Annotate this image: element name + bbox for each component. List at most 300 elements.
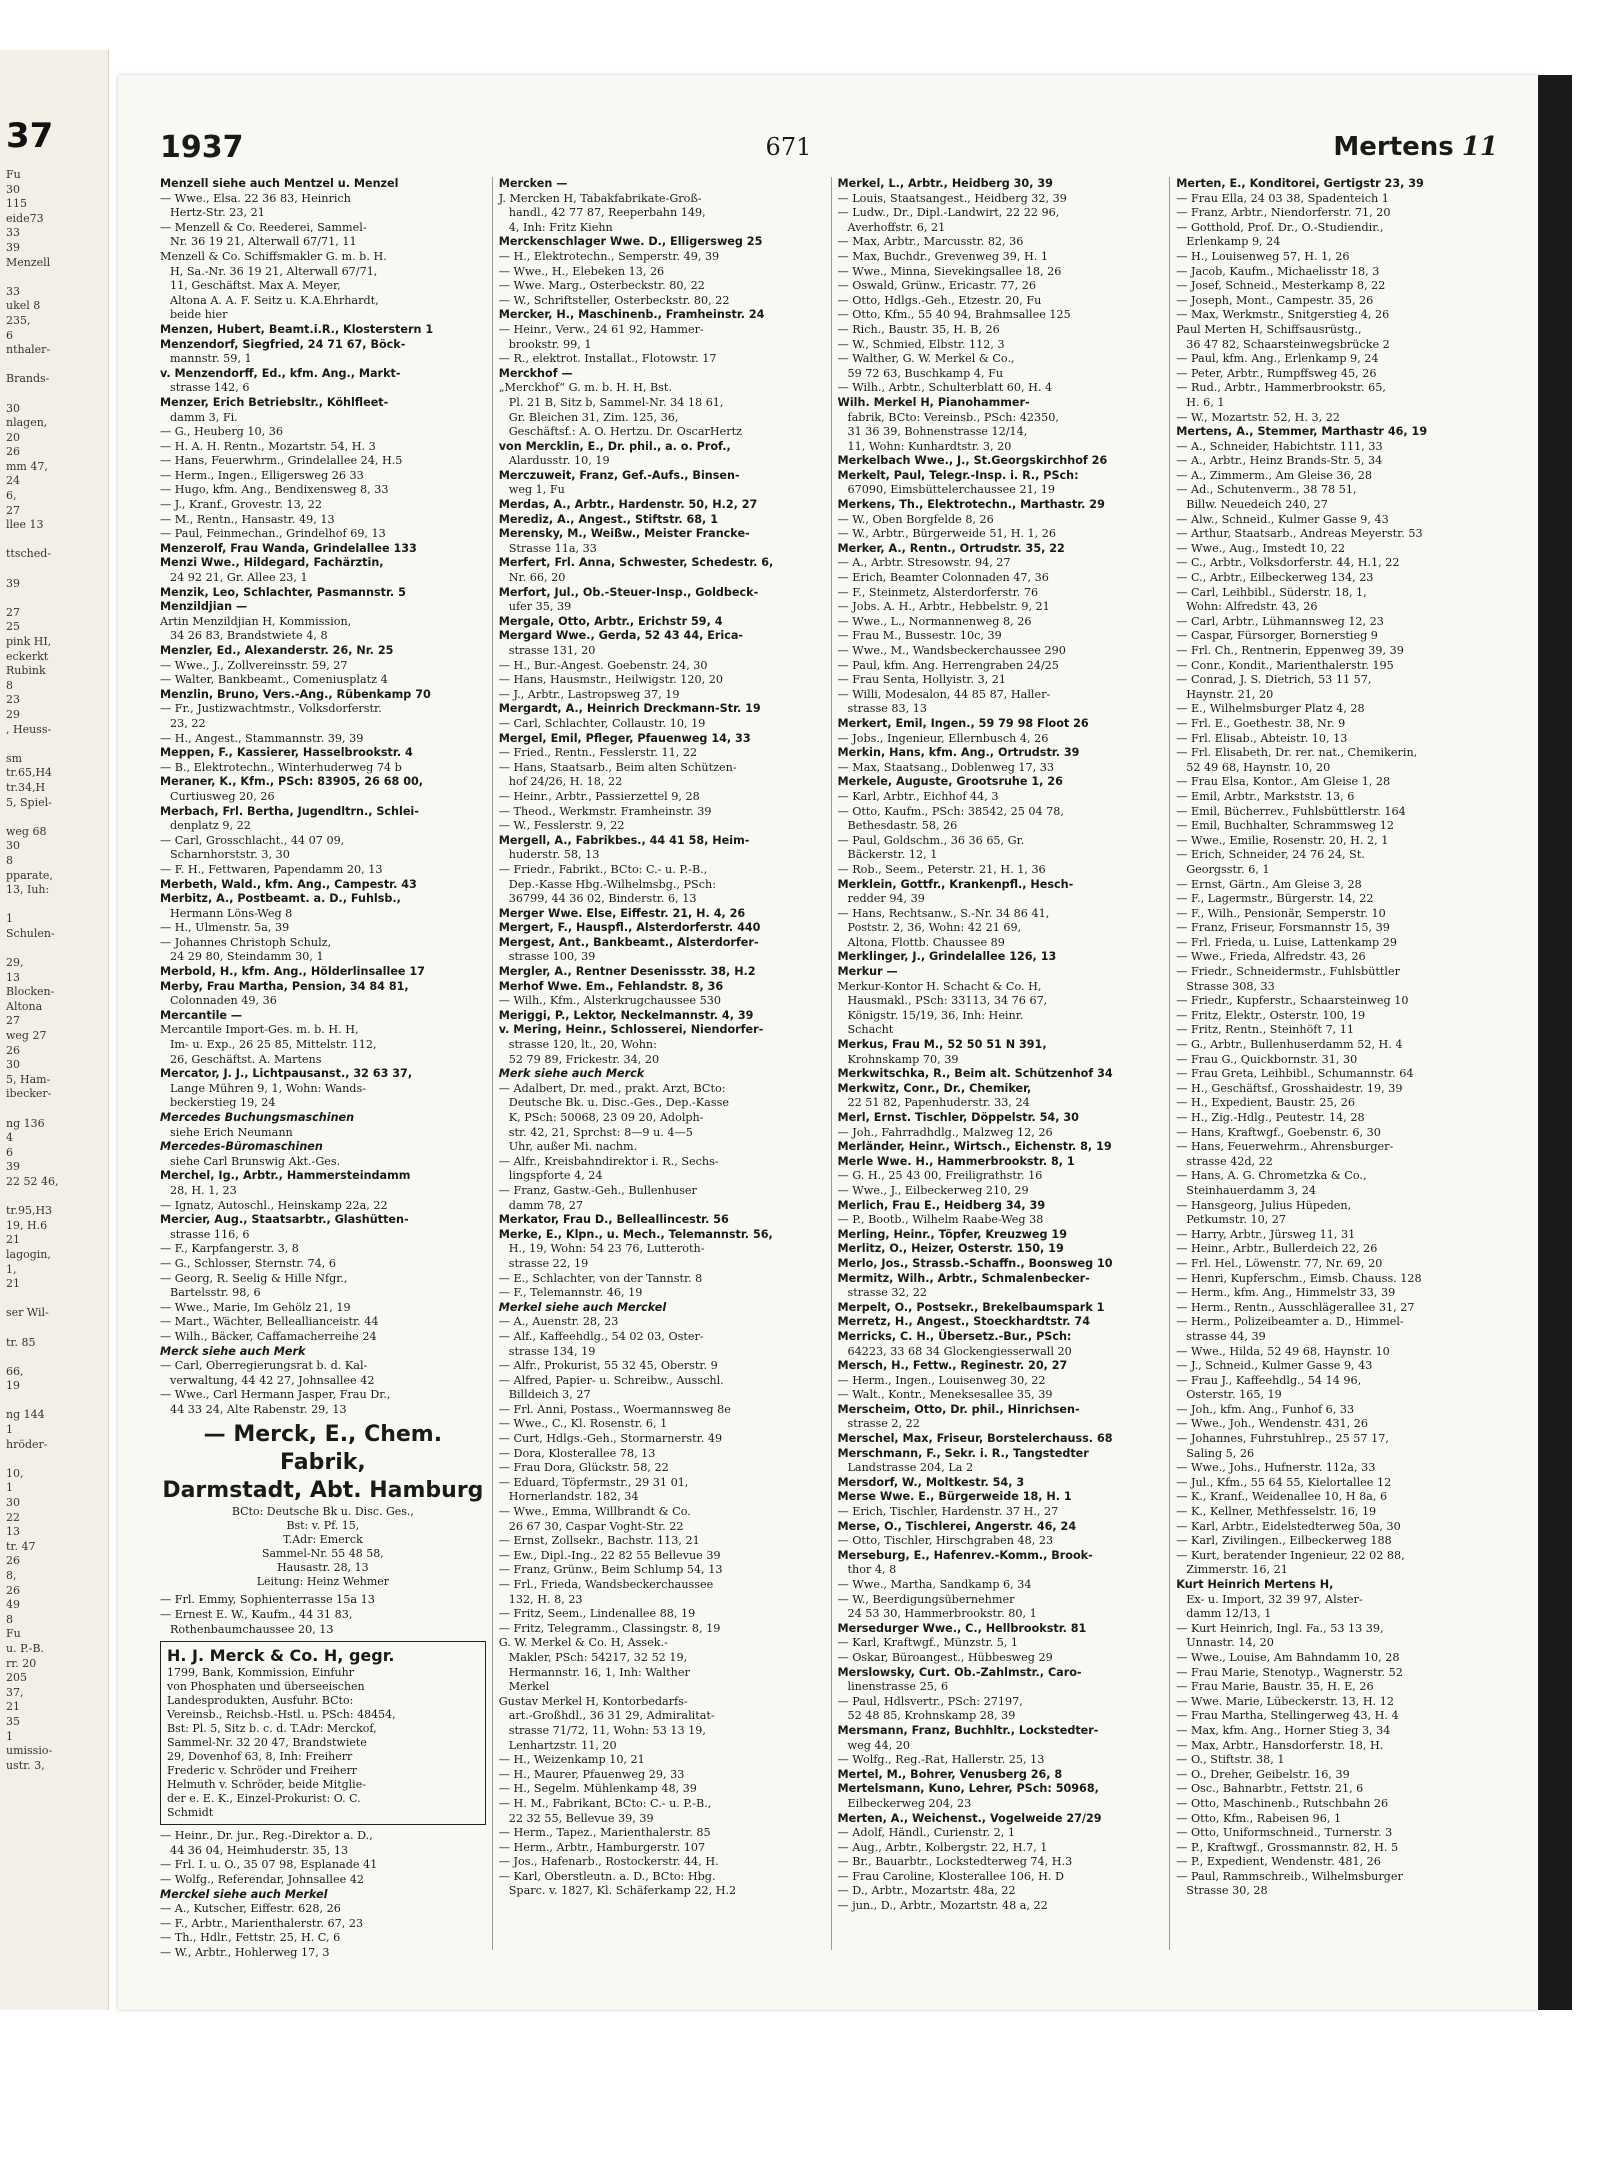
entry-continuation: Lenhartzstr. 11, 20 — [508, 1738, 617, 1752]
left-fragment-line — [6, 562, 108, 577]
directory-entry: — Frl. Elisabeth, Dr. rer. nat., Chemikerin, — [1176, 746, 1418, 760]
directory-entry: — O., Stiftstr. 38, 1 — [1176, 1753, 1285, 1767]
entry-continuation: strasse 134, 19 — [508, 1344, 596, 1358]
directory-entry: — Otto, Uniformschneid., Turnerstr. 3 — [1176, 1826, 1393, 1840]
left-fragment-line: 21 — [6, 1233, 20, 1247]
directory-entry: — Carl, Oberregierungsrat b. d. Kal- — [160, 1359, 368, 1373]
directory-entry: Merling, Heinr., Töpfer, Kreuzweg 19 — [837, 1227, 1067, 1241]
left-fragment-line: ibecker- — [6, 1087, 52, 1101]
directory-entry: — Hans, Feuerwehrm., Ahrensburger- — [1176, 1140, 1394, 1154]
left-fragment-line: tr. 85 — [6, 1335, 36, 1349]
column-3 — [831, 177, 1170, 1950]
directory-entry: — Kurt Heinrich, Ingl. Fa., 53 13 39, — [1176, 1621, 1384, 1635]
directory-entry: — Carl, Arbtr., Lühmannsweg 12, 23 — [1176, 614, 1384, 628]
directory-entry: — Ad., Schutenverm., 38 78 51, — [1176, 483, 1357, 497]
left-fragment-line: tr.34,H — [6, 780, 46, 794]
running-head — [1333, 132, 1498, 162]
directory-entry: — K., Kranf., Weidenallee 10, H 8a, 6 — [1176, 1490, 1388, 1504]
boxed-listing — [160, 1641, 486, 1825]
left-fragment-line: 49 — [6, 1598, 20, 1612]
directory-entry: v. Mering, Heinr., Schlosserei, Niendorfer- — [498, 1023, 764, 1037]
directory-entry: Merkin, Hans, kfm. Ang., Ortrudstr. 39 — [837, 746, 1080, 760]
left-fragment-line: 29, — [6, 956, 24, 970]
directory-entry: Merkur-Kontor H. Schacht & Co. H, — [837, 979, 1042, 993]
directory-entry: — Herm., Arbtr., Hamburgerstr. 107 — [498, 1840, 706, 1854]
left-fragment-line: ser Wil- — [6, 1306, 49, 1320]
entry-continuation: 44 36 04, Heimhuderstr. 35, 13 — [170, 1843, 349, 1857]
directory-entry: Meriggi, P., Lektor, Neckelmannstr. 4, 39 — [498, 1008, 754, 1022]
left-page-fragment — [0, 50, 109, 2010]
left-page-fragments — [0, 156, 108, 1773]
directory-entry: — Wwe., L., Normannenweg 8, 26 — [837, 614, 1032, 628]
directory-entry: Merschel, Max, Friseur, Borstelerchauss. 68 — [837, 1432, 1113, 1446]
page-header — [160, 127, 1498, 167]
directory-entry: Merkert, Emil, Ingen., 59 79 98 Floot 26 — [837, 716, 1089, 730]
directory-entry: — Georg, R. Seelig & Hille Nfgr., — [160, 1271, 348, 1285]
directory-entry: Merczuweit, Franz, Gef.-Aufs., Binsen- — [498, 468, 740, 482]
directory-entry: — Osc., Bahnarbtr., Fettstr. 21, 6 — [1176, 1782, 1364, 1796]
left-fragment-line: lagogin, — [6, 1247, 51, 1261]
directory-entry: — Fr., Justizwachtmstr., Volksdorferstr. — [160, 702, 382, 716]
directory-entry: Artin Menzildjian H, Kommission, — [160, 614, 352, 628]
entry-continuation: Dep.-Kasse Hbg.-Wilhelmsbg., PSch: — [508, 877, 716, 891]
directory-entry: — Wwe., Marie, Im Gehölz 21, 19 — [160, 1300, 351, 1314]
directory-entry: Menzen, Hubert, Beamt.i.R., Klosterstern 1 — [160, 322, 434, 336]
left-fragment-line — [6, 387, 108, 402]
directory-entry: — Frau Elsa, Kontor., Am Gleise 1, 28 — [1176, 775, 1391, 789]
directory-entry: Merckenschlager Wwe. D., Elligersweg 25 — [498, 235, 763, 249]
directory-entry: — Wilh., Kfm., Alsterkrugchaussee 530 — [498, 994, 721, 1008]
directory-entry: „Merckhof“ G. m. b. H. H, Bst. — [498, 381, 672, 395]
directory-entry: Mergale, Otto, Arbtr., Erichstr 59, 4 — [498, 614, 723, 628]
directory-entry: Merten, A., Weichenst., Vogelweide 27/29 — [837, 1811, 1102, 1825]
directory-entry: — B., Elektrotechn., Winterhuderweg 74 b — [160, 760, 402, 774]
directory-entry: Merkel siehe auch Merckel — [498, 1300, 667, 1314]
directory-entry: Merkelt, Paul, Telegr.-Insp. i. R., PSch: — [837, 468, 1079, 482]
left-fragment-line: 1 — [6, 1729, 13, 1743]
directory-entry: — Jobs. A. H., Arbtr., Hebbelstr. 9, 21 — [837, 600, 1050, 614]
entry-continuation: Colonnaden 49, 36 — [170, 994, 277, 1008]
directory-entry: — Hugo, kfm. Ang., Bendixensweg 8, 33 — [160, 483, 389, 497]
directory-entry: — Theod., Werkmstr. Framheinstr. 39 — [498, 804, 712, 818]
boxed-listing-detail: Schmidt — [167, 1806, 214, 1820]
entry-continuation: 34 26 83, Brandstwiete 4, 8 — [170, 629, 328, 643]
entry-continuation: brookstr. 99, 1 — [508, 337, 592, 351]
directory-entry: — H., Bur.-Angest. Goebenstr. 24, 30 — [498, 658, 708, 672]
entry-continuation: Königstr. 15/19, 36, Inh: Heinr. — [847, 1008, 1024, 1022]
directory-entry: — Adolf, Händl., Curienstr. 2, 1 — [837, 1826, 1016, 1840]
boxed-listing-title: H. J. Merck & Co. H, gegr. — [167, 1646, 395, 1666]
left-fragment-line: hröder- — [6, 1437, 48, 1451]
entry-continuation: Billdeich 3, 27 — [508, 1388, 591, 1402]
directory-entry: — Wwe., Minna, Sievekingsallee 18, 26 — [837, 264, 1062, 278]
directory-entry: Merckhof — — [498, 366, 573, 380]
directory-entry: Mergard Wwe., Gerda, 52 43 44, Erica- — [498, 629, 744, 643]
directory-entry: — J., Schneid., Kulmer Gasse 9, 43 — [1176, 1359, 1373, 1373]
entry-continuation: strasse 71/72, 11, Wohn: 53 13 19, — [508, 1723, 706, 1737]
entry-continuation: Alardusstr. 10, 19 — [508, 454, 610, 468]
directory-entry: — Wwe., H., Elebeken 13, 26 — [498, 264, 665, 278]
running-head-name: Mertens — [1333, 132, 1454, 162]
entry-continuation: handl., 42 77 87, Reeperbahn 149, — [508, 206, 706, 220]
directory-entry: — Wwe., Hilda, 52 49 68, Haynstr. 10 — [1176, 1344, 1390, 1358]
entry-continuation: strasse 116, 6 — [170, 1227, 250, 1241]
left-fragment-line — [6, 358, 108, 373]
directory-entry: Merten, E., Konditorei, Gertigstr 23, 39 — [1176, 177, 1424, 190]
directory-entry: — Walt., Kontr., Meneksesallee 35, 39 — [837, 1388, 1053, 1402]
directory-entry: — Carl, Schlachter, Collaustr. 10, 19 — [498, 716, 706, 730]
directory-entry: Merkele, Auguste, Grootsruhe 1, 26 — [837, 775, 1063, 789]
directory-entry: — Friedr., Schneidermstr., Fuhlsbüttler — [1176, 965, 1400, 979]
directory-entry: Merl, Ernst. Tischler, Döppelstr. 54, 30 — [837, 1111, 1079, 1124]
directory-entry: Menzer, Erich Betriebsltr., Köhlfleet- — [160, 395, 389, 409]
left-fragment-line: weg 27 — [6, 1029, 47, 1043]
left-fragment-line: 24 — [6, 474, 20, 488]
entry-continuation: 28, H. 1, 23 — [170, 1183, 237, 1197]
directory-entry: — Otto, Kfm., Rabeisen 96, 1 — [1176, 1811, 1342, 1825]
entry-continuation: denplatz 9, 22 — [170, 819, 251, 833]
directory-entry: — Frau Ella, 24 03 38, Spadenteich 1 — [1176, 191, 1389, 205]
running-head-index: 11 — [1461, 132, 1498, 162]
directory-entry: — A., Auenstr. 28, 23 — [498, 1315, 619, 1329]
display-listing — [160, 1421, 486, 1589]
directory-entry: — W., Mozartstr. 52, H. 3, 22 — [1176, 410, 1340, 424]
directory-entry: — Hans, Hausmstr., Heilwigstr. 120, 20 — [498, 673, 723, 687]
directory-entry: — jun., D., Arbtr., Mozartstr. 48 a, 22 — [837, 1899, 1048, 1913]
directory-entry: — H., Angest., Stammannstr. 39, 39 — [160, 731, 364, 745]
left-fragment-line: 30 — [6, 1058, 20, 1072]
directory-entry: — Peter, Arbtr., Rumpffsweg 45, 26 — [1176, 366, 1377, 380]
left-fragment-line: 1 — [6, 912, 13, 926]
left-fragment-line: Fu — [6, 1627, 21, 1641]
directory-entry: Merckel siehe auch Merkel — [160, 1887, 328, 1901]
entry-continuation: linenstrasse 25, 6 — [847, 1680, 949, 1694]
directory-entry: — Emil, Arbtr., Markststr. 13, 6 — [1176, 789, 1355, 803]
directory-entry: — W., Schriftsteller, Osterbeckstr. 80, 22 — [498, 293, 730, 307]
left-fragment-line: pparate, — [6, 868, 53, 882]
entry-continuation: Im- u. Exp., 26 25 85, Mittelstr. 112, — [170, 1038, 377, 1052]
entry-continuation: Bartelsstr. 98, 6 — [170, 1286, 261, 1300]
directory-entry: — Johannes Christoph Schulz, — [160, 935, 332, 949]
left-fragment-line: 5, Spiel- — [6, 795, 52, 809]
entry-continuation: siehe Erich Neumann — [170, 1125, 293, 1139]
left-fragment-line: Menzell — [6, 255, 51, 269]
directory-entry: — Henri, Kupferschm., Eimsb. Chauss. 128 — [1176, 1271, 1422, 1285]
directory-entry: Mergel, Emil, Pfleger, Pfauenweg 14, 33 — [498, 731, 751, 745]
directory-entry: — Conr., Kondit., Marienthalerstr. 195 — [1176, 658, 1394, 672]
directory-entry: — Alw., Schneid., Kulmer Gasse 9, 43 — [1176, 512, 1389, 526]
directory-entry: — P., Bootb., Wilhelm Raabe-Weg 38 — [837, 1213, 1044, 1227]
directory-entry: — Ignatz, Autoschl., Heinskamp 22a, 22 — [160, 1198, 388, 1212]
directory-entry: — Hans, Staatsarb., Beim alten Schützen- — [498, 760, 737, 774]
entry-continuation: Eilbeckerweg 204, 23 — [847, 1796, 972, 1810]
directory-entry: Gustav Merkel H, Kontorbedarfs- — [498, 1694, 688, 1708]
left-fragment-line: 19, H.6 — [6, 1218, 48, 1232]
left-fragment-line: 27 — [6, 1014, 20, 1028]
directory-entry: — Hans, Feuerwhrm., Grindelallee 24, H.5 — [160, 454, 403, 468]
directory-entry: — Heinr., Arbtr., Passierzettel 9, 28 — [498, 789, 700, 803]
directory-page — [118, 75, 1538, 2010]
directory-entry: — Wwe., Johs., Hufnerstr. 112a, 33 — [1176, 1461, 1376, 1475]
boxed-listing-detail: von Phosphaten und überseeischen — [167, 1680, 365, 1694]
entry-continuation: Landstrasse 204, La 2 — [847, 1461, 974, 1475]
directory-entry: — Kurt, beratender Ingenieur, 22 02 88, — [1176, 1548, 1405, 1562]
directory-entry: — A., Schneider, Habichtstr. 111, 33 — [1176, 439, 1383, 453]
directory-entry: — Alf., Kaffeehdlg., 54 02 03, Oster- — [498, 1329, 704, 1343]
directory-entry: — Johannes, Fuhrstuhlrep., 25 57 17, — [1176, 1432, 1389, 1446]
entry-continuation: ufer 35, 39 — [508, 600, 572, 614]
boxed-listing-detail: Frederic v. Schröder und Freiherr — [167, 1764, 357, 1778]
left-fragment-line: 66, — [6, 1364, 24, 1378]
directory-entry: — Alfr., Kreisbahndirektor i. R., Sechs- — [498, 1154, 719, 1168]
directory-entry: — G., Heuberg 10, 36 — [160, 425, 283, 439]
entry-continuation: Altona A. A. F. Seitz u. K.A.Ehrhardt, — [170, 293, 379, 307]
directory-entry: v. Menzendorff, Ed., kfm. Ang., Markt- — [160, 366, 401, 380]
directory-entry: — Franz, Gastw.-Geh., Bullenhuser — [498, 1183, 697, 1197]
entry-continuation: Strasse 11a, 33 — [508, 541, 597, 555]
entry-continuation: 11, Geschäftst. Max A. Meyer, — [170, 279, 341, 293]
directory-entry: — Wilh., Bäcker, Caffamacherreihe 24 — [160, 1329, 377, 1343]
directory-entry: — Friedr., Kupferstr., Schaarsteinweg 10 — [1176, 994, 1409, 1008]
display-listing-detail: Leitung: Heinz Wehmer — [256, 1575, 390, 1589]
directory-entry: — Otto, Maschinenb., Rutschbahn 26 — [1176, 1796, 1389, 1810]
left-fragment-line: 25 — [6, 620, 20, 634]
entry-continuation: beide hier — [170, 308, 228, 322]
directory-entry: — Emil, Buchhalter, Schrammsweg 12 — [1176, 819, 1394, 833]
directory-entry: — G., Schlosser, Sternstr. 74, 6 — [160, 1256, 336, 1270]
directory-entry: — P., Kraftwgf., Grossmannstr. 82, H. 5 — [1176, 1840, 1399, 1854]
directory-entry: — Erich, Beamter Colonnaden 47, 36 — [837, 571, 1049, 585]
entry-continuation: 22 32 55, Bellevue 39, 39 — [508, 1811, 654, 1825]
directory-entry: Mertelsmann, Kuno, Lehrer, PSch: 50968, — [837, 1782, 1099, 1796]
left-fragment-line: llee 13 — [6, 518, 44, 532]
entry-continuation: 59 72 63, Buschkamp 4, Fu — [847, 366, 1004, 380]
directory-entry: Merschmann, F., Sekr. i. R., Tangstedter — [837, 1446, 1089, 1460]
entry-continuation: thor 4, 8 — [847, 1563, 897, 1577]
entry-continuation: 26 67 30, Caspar Voght-Str. 22 — [508, 1519, 684, 1533]
directory-entry: — Max, kfm. Ang., Horner Stieg 3, 34 — [1176, 1723, 1391, 1737]
directory-entry: — Wwe., Martha, Sandkamp 6, 34 — [837, 1578, 1032, 1591]
directory-entry: — Ernst, Zollsekr., Bachstr. 113, 21 — [498, 1534, 700, 1548]
directory-entry: — Herm., Polizeibeamter a. D., Himmel- — [1176, 1315, 1404, 1329]
entry-continuation: Bethesdastr. 58, 26 — [847, 819, 958, 833]
directory-entry: — Emil, Bücherrev., Fuhlsbüttlerstr. 164 — [1176, 804, 1406, 818]
directory-entry: — Herm., Rentn., Ausschlägerallee 31, 27 — [1176, 1300, 1415, 1314]
display-listing-detail: Bst: v. Pf. 15, — [286, 1519, 360, 1533]
left-fragment-line: Schulen- — [6, 926, 55, 940]
directory-entry: — Frl. Frieda, u. Luise, Lattenkamp 29 — [1176, 935, 1397, 949]
entry-continuation: Georgsstr. 6, 1 — [1186, 862, 1270, 876]
directory-entry: — Frau Martha, Stellingerweg 43, H. 4 — [1176, 1709, 1399, 1723]
entry-continuation: 24 29 80, Steindamm 30, 1 — [170, 950, 324, 964]
directory-entry: — Franz, Arbtr., Niendorferstr. 71, 20 — [1176, 206, 1391, 220]
directory-entry: Wilh. Merkel H, Pianohammer- — [837, 395, 1030, 409]
directory-entry: — Hans, Rechtsanw., S.-Nr. 34 86 41, — [837, 906, 1050, 920]
directory-entry: Menzildjian — — [160, 600, 248, 614]
entry-continuation: Unnastr. 14, 20 — [1186, 1636, 1274, 1650]
directory-entry: — Frau Senta, Hollyistr. 3, 21 — [837, 673, 1007, 687]
entry-continuation: Wohn: Alfredstr. 43, 26 — [1186, 600, 1318, 614]
directory-entry: — W., Arbtr., Hohlerweg 17, 3 — [160, 1946, 330, 1959]
entry-continuation: redder 94, 39 — [847, 892, 925, 906]
directory-entry: J. Mercken H, Tabakfabrikate-Groß- — [498, 191, 702, 205]
directory-entry: Merlitz, O., Heizer, Osterstr. 150, 19 — [837, 1242, 1064, 1256]
left-fragment-line — [6, 1102, 108, 1117]
directory-entry: G. W. Merkel & Co. H, Assek.- — [498, 1636, 668, 1650]
display-listing-detail: T.Adr: Emerck — [283, 1533, 363, 1547]
directory-entry: — Max, Buchdr., Grevenweg 39, H. 1 — [837, 249, 1048, 263]
directory-entry: — Heinr., Verw., 24 61 92, Hammer- — [498, 322, 704, 336]
entry-continuation: 24 53 30, Hammerbrookstr. 80, 1 — [847, 1607, 1037, 1621]
directory-entry: — Wwe., J., Eilbeckerweg 210, 29 — [837, 1183, 1029, 1197]
column-2 — [492, 177, 831, 1950]
entry-continuation: strasse 120, lt., 20, Wohn: — [508, 1038, 657, 1052]
directory-entry: — Wwe., Carl Hermann Jasper, Frau Dr., — [160, 1388, 391, 1402]
directory-entry: Mercken — — [498, 177, 568, 190]
entry-continuation: siehe Carl Brunswig Akt.-Ges. — [170, 1154, 341, 1168]
entry-continuation: 11, Wohn: Kunhardtstr. 3, 20 — [847, 439, 1012, 453]
directory-entry: — A., Zimmerm., Am Gleise 36, 28 — [1176, 468, 1373, 482]
directory-entry: Menzell siehe auch Mentzel u. Menzel — [160, 177, 399, 190]
directory-entry: Mergardt, A., Heinrich Dreckmann-Str. 19 — [498, 702, 761, 716]
directory-entry: — Oskar, Büroangest., Hübbesweg 29 — [837, 1650, 1053, 1664]
directory-entry: Mersch, H., Fettw., Reginestr. 20, 27 — [837, 1359, 1068, 1373]
directory-entry: Mercedes Buchungsmaschinen — [160, 1111, 355, 1124]
directory-entry: Merkur — — [837, 965, 898, 979]
entry-continuation: H. 6, 1 — [1186, 395, 1225, 409]
directory-entry: — W., Beerdigungsübernehmer — [837, 1592, 1015, 1606]
directory-entry: — C., Arbtr., Eilbeckerweg 134, 23 — [1176, 571, 1374, 585]
entry-continuation: Deutsche Bk. u. Disc.-Ges., Dep.-Kasse — [508, 1096, 729, 1110]
left-fragment-line: 21 — [6, 1700, 20, 1714]
directory-entry: Merle Wwe. H., Hammerbrookstr. 8, 1 — [837, 1154, 1075, 1168]
entry-continuation: 4, Inh: Fritz Kiehn — [508, 220, 613, 234]
directory-entry: — Walter, Bankbeamt., Comeniusplatz 4 — [160, 673, 388, 687]
entry-continuation: strasse 44, 39 — [1186, 1329, 1266, 1343]
directory-entry: Merke, E., Klpn., u. Mech., Telemannstr. 56, — [498, 1227, 773, 1241]
left-fragment-line: 8 — [6, 853, 13, 867]
directory-entry: — Wolfg., Referendar, Johnsallee 42 — [160, 1873, 365, 1887]
directory-entry: Merse Wwe. E., Bürgerweide 18, H. 1 — [837, 1490, 1072, 1504]
boxed-listing-detail: Vereinsb., Reichsb.-Hstl. u. PSch: 48454, — [167, 1708, 396, 1722]
directory-entry: — Otto, Kfm., 55 40 94, Brahmsallee 125 — [837, 308, 1071, 322]
entry-continuation: 36 47 82, Schaarsteinwegsbrücke 2 — [1186, 337, 1390, 351]
entry-continuation: Uhr, außer Mi. nachm. — [508, 1140, 638, 1154]
directory-entry: Merkus, Frau M., 52 50 51 N 391, — [837, 1038, 1047, 1052]
entry-continuation: damm 12/13, 1 — [1186, 1607, 1272, 1621]
directory-entry: — J., Kranf., Grovestr. 13, 22 — [160, 498, 323, 512]
directory-entry: — Otto, Tischler, Hirschgraben 48, 23 — [837, 1534, 1054, 1548]
directory-entry: — H., Geschäftsf., Grosshaidestr. 19, 39 — [1176, 1081, 1403, 1095]
directory-entry: — H. M., Fabrikant, BCto: C.- u. P.-B., — [498, 1796, 712, 1810]
directory-entry: — W., Arbtr., Bürgerweide 51, H. 1, 26 — [837, 527, 1057, 541]
entry-continuation: verwaltung, 44 42 27, Johnsallee 42 — [170, 1373, 375, 1387]
directory-entry: — Caspar, Fürsorger, Bornerstieg 9 — [1176, 629, 1378, 643]
left-fragment-line: u. P.-B. — [6, 1641, 45, 1655]
directory-entry: Merger Wwe. Else, Eiffestr. 21, H. 4, 26 — [498, 906, 746, 920]
directory-entry: Merensky, M., Weißw., Meister Francke- — [498, 527, 750, 541]
directory-entry: Merbitz, A., Postbeamt. a. D., Fuhlsb., — [160, 892, 401, 906]
entry-continuation: Zimmerstr. 16, 21 — [1186, 1563, 1288, 1577]
directory-entry: Merker, A., Rentn., Ortrudstr. 35, 22 — [837, 541, 1065, 555]
left-fragment-line: 235, — [6, 313, 31, 327]
directory-entry: — O., Dreher, Geibelstr. 16, 39 — [1176, 1767, 1350, 1781]
directory-entry: — Frl., Frieda, Wandsbeckerchaussee — [498, 1578, 714, 1591]
entry-continuation: weg 44, 20 — [847, 1738, 910, 1752]
directory-entry: — Menzell & Co. Reederei, Sammel- — [160, 220, 367, 234]
left-fragment-line: eide73 — [6, 211, 44, 225]
left-fragment-line — [6, 941, 108, 956]
directory-entry: — H., Expedient, Baustr. 25, 26 — [1176, 1096, 1355, 1110]
left-fragment-line: ng 144 — [6, 1408, 45, 1422]
directory-entry: — Fritz, Seem., Lindenallee 88, 19 — [498, 1607, 696, 1621]
directory-entry: Merländer, Heinr., Wirtsch., Eichenstr. 8, 19 — [837, 1140, 1112, 1154]
directory-entry: Mercker, H., Maschinenb., Framheinstr. 24 — [498, 308, 765, 322]
directory-entry: — Wwe., J., Zollvereinsstr. 59, 27 — [160, 658, 348, 672]
directory-entry: — Wwe. Marie, Lübeckerstr. 13, H. 12 — [1176, 1694, 1394, 1708]
entry-continuation: Scharnhorststr. 3, 30 — [170, 848, 290, 862]
directory-entry: — Frl. Hel., Löwenstr. 77, Nr. 69, 20 — [1176, 1256, 1383, 1270]
directory-entry: Meppen, F., Kassierer, Hasselbrookstr. 4 — [160, 746, 413, 760]
directory-entry: — F., Lagermstr., Bürgerstr. 14, 22 — [1176, 892, 1374, 906]
directory-entry: — F. H., Fettwaren, Papendamm 20, 13 — [160, 862, 383, 876]
directory-entry: Mersmann, Franz, Buchhltr., Lockstedter- — [837, 1723, 1099, 1737]
directory-columns — [154, 177, 1508, 1959]
entry-continuation: strasse 142, 6 — [170, 381, 250, 395]
left-fragment-line: weg 68 — [6, 824, 47, 838]
entry-continuation: H, Sa.-Nr. 36 19 21, Alterwall 67/71, — [170, 264, 378, 278]
boxed-listing-detail: Sammel-Nr. 32 20 47, Brandstwiete — [167, 1736, 367, 1750]
page-year: 1937 — [160, 129, 244, 165]
directory-entry: Mertens, A., Stemmer, Marthastr 46, 19 — [1176, 425, 1428, 439]
left-fragment-line: Fu — [6, 168, 21, 181]
entry-continuation: Merkel — [508, 1680, 550, 1694]
left-fragment-line: 30 — [6, 839, 20, 853]
directory-entry: Merretz, H., Angest., Stoeckhardtstr. 74 — [837, 1315, 1091, 1329]
entry-continuation: 26, Geschäftst. A. Martens — [170, 1052, 322, 1066]
left-fragment-line: mm 47, — [6, 459, 48, 473]
directory-entry: Merklein, Gottfr., Krankenpfl., Hesch- — [837, 877, 1074, 891]
left-fragment-line: 20 — [6, 430, 20, 444]
directory-entry: — Paul, kfm. Ang., Erlenkamp 9, 24 — [1176, 352, 1379, 366]
directory-entry: — Arthur, Staatsarb., Andreas Meyerstr. 53 — [1176, 527, 1423, 541]
left-fragment-line: ttsched- — [6, 547, 51, 561]
directory-entry: — Joseph, Mont., Campestr. 35, 26 — [1176, 293, 1374, 307]
left-fragment-line: pink HI, — [6, 635, 52, 648]
left-fragment-line: 6 — [6, 328, 13, 342]
entry-continuation: H., 19, Wohn: 54 23 76, Lutteroth- — [508, 1242, 705, 1256]
directory-entry: — Conrad, J. S. Dietrich, 53 11 57, — [1176, 673, 1372, 687]
directory-entry: Merbach, Frl. Bertha, Jugendltrn., Schlei- — [160, 804, 419, 818]
directory-entry: Merklinger, J., Grindelallee 126, 13 — [837, 950, 1057, 964]
directory-entry: — J., Arbtr., Lastropsweg 37, 19 — [498, 687, 680, 701]
directory-entry: — Wwe., Aug., Imstedt 10, 22 — [1176, 541, 1346, 555]
directory-entry: — Alfr., Prokurist, 55 32 45, Oberstr. 9 — [498, 1359, 718, 1373]
left-fragment-line: tr.65,H4 — [6, 766, 53, 780]
entry-continuation: Geschäftsf.: A. O. Hertzu. Dr. OscarHertz — [508, 425, 742, 439]
directory-entry: — Frau Marie, Baustr. 35, H. E, 26 — [1176, 1680, 1374, 1694]
left-fragment-line — [6, 1350, 108, 1365]
directory-entry: — Erich, Tischler, Hardenstr. 37 H., 27 — [837, 1505, 1059, 1519]
directory-entry: — Franz, Grünw., Beim Schlump 54, 13 — [498, 1563, 723, 1577]
directory-entry: — P., Expedient, Wendenstr. 481, 26 — [1176, 1855, 1381, 1869]
entry-continuation: Petkumstr. 10, 27 — [1186, 1213, 1287, 1227]
entry-continuation: Ex- u. Import, 32 39 97, Alster- — [1186, 1592, 1363, 1606]
entry-continuation: Strasse 308, 33 — [1186, 979, 1275, 993]
boxed-listing-detail: Bst: Pl. 5, Sitz b. c. d. T.Adr: Merckof, — [167, 1722, 377, 1736]
directory-entry: — Ernst, Gärtn., Am Gleise 3, 28 — [1176, 877, 1362, 891]
directory-entry: — Harry, Arbtr., Jürsweg 11, 31 — [1176, 1227, 1356, 1241]
